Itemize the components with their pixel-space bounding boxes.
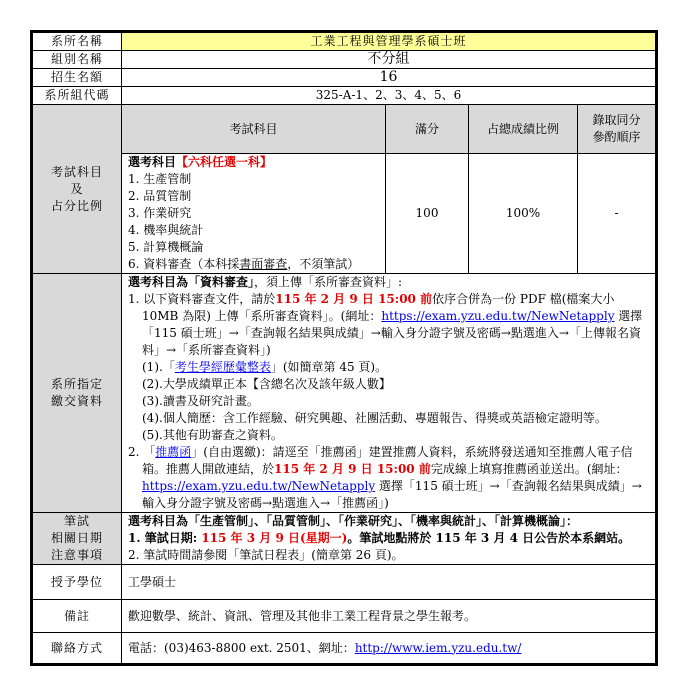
item2-prefix: 2. 「 xyxy=(128,445,156,459)
sub1-link[interactable]: 考生學經歷彙整表 xyxy=(174,360,271,374)
sub1-suffix: 」(如簡章第 45 頁)。 xyxy=(270,360,388,374)
written-exam-item1-a: 1. 筆試日期: xyxy=(128,531,202,545)
subject-list xyxy=(122,154,386,274)
sub-item-2: (2).大學成績單正本【含總名次及該年級人數】 xyxy=(142,377,391,391)
degree-label: 授予學位 xyxy=(32,565,122,600)
remarks-value: 歡迎數學、統計、資訊、管理及其他非工業工程背景之學生報考。 xyxy=(122,600,657,633)
contact-label: 聯絡方式 xyxy=(32,633,122,665)
elective-title: 選考科目 xyxy=(128,155,177,169)
contact-prefix: 電話：(03)463-8800 ext. 2501、網址： xyxy=(128,640,355,655)
dept-code-label: 系所組代碼 xyxy=(32,87,122,105)
exam-label-line3: 占分比例 xyxy=(50,198,103,213)
ratio-value: 100% xyxy=(469,154,578,274)
exam-header-row xyxy=(32,105,657,154)
item2-text-c: 選擇「115 碩士班」→「查詢報名結果與成績」→輸入身分證字號及密碼→點選進入→「推薦函」) xyxy=(142,479,642,510)
item1-deadline: 115 年 2 月 9 日 15:00 前 xyxy=(275,292,433,306)
group-name-label: 組別名稱 xyxy=(32,51,122,69)
documents-label-line2: 繳交資料 xyxy=(50,394,103,408)
written-exam-label-line2: 相關日期 xyxy=(50,531,103,545)
full-score-value: 100 xyxy=(386,154,469,274)
documents-intro xyxy=(128,274,649,291)
header-ratio: 占總成績比例 xyxy=(469,105,578,154)
subject6-underline: 書面審查 xyxy=(239,257,288,271)
item1-text-b: 依序合併為一份 PDF 檔(檔案大小 10MB 為限) 上傳「系所審查資料」。(網址： xyxy=(142,292,615,323)
header-subject: 考試科目 xyxy=(122,105,386,154)
remarks-row xyxy=(32,600,657,633)
quota-value: 16 xyxy=(122,69,657,87)
subject-item: 5. 計算機概論 xyxy=(128,240,204,254)
header-tiebreak-line1: 錄取同分 xyxy=(592,113,641,127)
documents-content xyxy=(122,274,657,513)
item2-link[interactable]: 推薦函 xyxy=(155,445,192,459)
sub-item-4: (4).個人簡歷：含工作經驗、研究興趣、社團活動、專題報告、得獎或英語檢定證明等。 xyxy=(142,411,607,425)
subject-item: 4. 機率與統計 xyxy=(128,223,204,237)
documents-row xyxy=(32,274,657,513)
item1-url-link[interactable]: https://exam.yzu.edu.tw/NewNetapply xyxy=(381,309,615,323)
exam-subjects-row xyxy=(32,154,657,274)
item2-url-link[interactable]: https://exam.yzu.edu.tw/NewNetapply xyxy=(142,479,376,493)
item2-deadline: 115 年 2 月 9 日 15:00 前 xyxy=(274,462,431,476)
subject-item: 3. 作業研究 xyxy=(128,206,192,220)
dept-name-label: 系所名稱 xyxy=(32,32,122,51)
exam-label-line2: 及 xyxy=(70,181,84,196)
subject-item-6 xyxy=(128,256,379,273)
row-dept-name xyxy=(32,32,657,51)
documents-label xyxy=(32,274,122,513)
written-exam-date: 115 年 3 月 9 日(星期一) xyxy=(201,531,348,545)
dept-code-value: 325-A-1、2、3、4、5、6 xyxy=(122,87,657,105)
written-exam-row xyxy=(32,513,657,565)
sub1-prefix: (1).「 xyxy=(142,360,175,374)
header-tiebreak xyxy=(578,105,657,154)
written-exam-label-line3: 注意事項 xyxy=(50,548,103,562)
written-exam-item1-b: 。筆試地點將於 115 年 3 月 4 日公告於本系網站。 xyxy=(347,531,631,545)
documents-label-line1: 系所指定 xyxy=(50,377,103,391)
elective-note: 【六科任選一科】 xyxy=(176,155,273,169)
row-dept-code xyxy=(32,87,657,105)
subject6-suffix: ，不須筆試） xyxy=(287,257,360,271)
row-group-name xyxy=(32,51,657,69)
written-exam-label-line1: 筆試 xyxy=(63,514,90,528)
dept-name-value: 工業工程與管理學系碩士班 xyxy=(122,32,657,51)
header-tiebreak-line2: 參酌順序 xyxy=(592,130,641,144)
documents-intro-bold: 選考科目為「資料審查」 xyxy=(128,275,255,289)
degree-row xyxy=(32,565,657,600)
subject-item: 2. 品質管制 xyxy=(128,189,192,203)
item1-text-a: 1. 以下資料審查文件，請於 xyxy=(128,292,276,306)
documents-item1 xyxy=(128,291,649,359)
row-quota xyxy=(32,69,657,87)
contact-row xyxy=(32,633,657,665)
degree-value: 工學碩士 xyxy=(122,565,657,600)
item2-text-a: 」(自由選繳)：請逕至「推薦函」建置推薦人資料，系統將發送通知至推薦人電子信箱。推薦人開啟連結，於 xyxy=(142,445,633,476)
written-exam-content xyxy=(122,513,657,565)
documents-item2 xyxy=(128,444,649,512)
item1-text-c: 選擇「115 碩士班」→「查詢報名結果與成績」→輸入身分證字號及密碼→點選進入→「上傳報名資料」→「系所審查資料」) xyxy=(142,309,643,357)
documents-intro-rest: ，須上傳「系所審查資料」: xyxy=(254,275,403,289)
sub-item-1 xyxy=(128,359,649,376)
elective-heading xyxy=(128,154,379,171)
admission-table xyxy=(30,30,658,666)
sub-item-5: (5).其他有助審查之資料。 xyxy=(142,428,283,442)
contact-value xyxy=(122,633,657,665)
item2-text-b: 完成線上填寫推薦函並送出。(網址： xyxy=(430,462,628,476)
written-exam-item2: 2. 筆試時間請參閱「筆試日程表」(簡章第 26 頁)。 xyxy=(128,548,404,562)
exam-label-line1: 考試科目 xyxy=(50,164,103,179)
written-exam-label xyxy=(32,513,122,565)
header-full-score: 滿分 xyxy=(386,105,469,154)
subject6-prefix: 6. 資料審查（本科採 xyxy=(128,257,240,271)
group-name-value: 不分組 xyxy=(122,51,657,69)
contact-url-link[interactable]: http://www.iem.yzu.edu.tw/ xyxy=(354,640,522,655)
exam-label xyxy=(32,105,122,274)
written-exam-item1 xyxy=(128,530,649,547)
sub-item-3: (3).讀書及研究計畫。 xyxy=(142,394,259,408)
subject-item: 1. 生產管制 xyxy=(128,172,192,186)
quota-label: 招生名額 xyxy=(32,69,122,87)
written-exam-intro: 選考科目為「生產管制」、「品質管制」、「作業研究」、「機率與統計」、「計算機概論」： xyxy=(128,514,579,528)
remarks-label: 備註 xyxy=(32,600,122,633)
tiebreak-value: - xyxy=(578,154,657,274)
